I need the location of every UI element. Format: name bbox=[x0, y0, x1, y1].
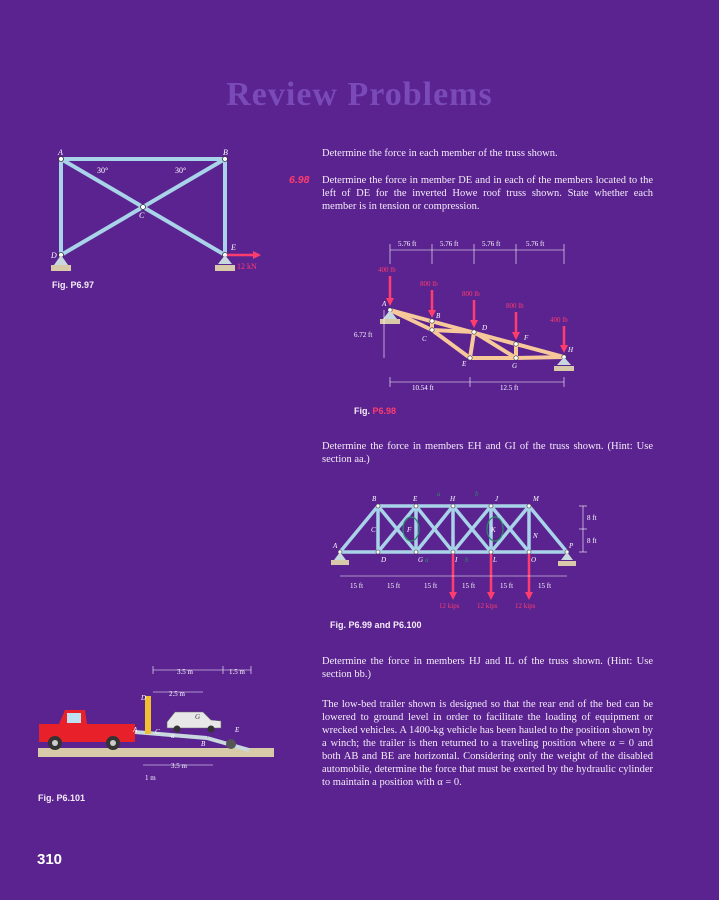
figure-p6-97 bbox=[45, 145, 285, 275]
figure-caption-p6-97: Fig. P6.97 bbox=[52, 280, 95, 290]
span-label: 15 ft bbox=[424, 582, 438, 590]
node-label: D bbox=[51, 251, 57, 260]
node-label: A bbox=[333, 542, 338, 550]
node-label: E bbox=[231, 243, 236, 252]
node-label: M bbox=[533, 495, 539, 503]
span-label: 5.76 ft bbox=[526, 240, 545, 248]
bottom-span-label: 10.54 ft bbox=[412, 384, 434, 392]
problem-number-6-98: 6.98 bbox=[289, 174, 310, 186]
node-label: J bbox=[495, 495, 499, 503]
problem-6-100-text: Determine the force in members HJ and IL of the truss shown. (Hint: Use section bb.) bbox=[322, 656, 653, 680]
node-label: C bbox=[371, 526, 376, 534]
node-label: A bbox=[382, 300, 387, 308]
figure-p6-98 bbox=[340, 232, 590, 402]
node-label: P bbox=[569, 542, 574, 550]
node-label: B bbox=[223, 148, 228, 157]
trailer-wheel bbox=[226, 739, 236, 749]
load-label: 12 kN bbox=[237, 262, 257, 271]
node-label: K bbox=[491, 526, 496, 534]
node-label: D bbox=[482, 324, 488, 332]
page-title: Review Problems bbox=[226, 76, 493, 113]
span-label: 15 ft bbox=[538, 582, 552, 590]
node-label: B bbox=[372, 495, 377, 503]
span-label: 15 ft bbox=[350, 582, 364, 590]
span-label: 15 ft bbox=[500, 582, 514, 590]
node-label: I bbox=[455, 556, 458, 564]
load-label: 12 kips bbox=[477, 602, 498, 610]
truck-icon bbox=[39, 710, 135, 750]
load-label: 800 lb bbox=[506, 302, 524, 310]
dimension-label: 3.5 m bbox=[177, 668, 193, 676]
node-label: E bbox=[462, 360, 467, 368]
dimension-label: 2.5 m bbox=[169, 690, 185, 698]
node-label: N bbox=[533, 532, 538, 540]
load-arrows bbox=[390, 276, 564, 349]
angle-label: 30° bbox=[97, 166, 109, 175]
node-label: L bbox=[493, 556, 497, 564]
dimension-label: 3.5 m bbox=[171, 762, 187, 770]
load-label: 12 kips bbox=[439, 602, 460, 610]
angle-label: 30° bbox=[175, 166, 187, 175]
section-label: a bbox=[437, 490, 441, 498]
node-label: B bbox=[201, 740, 206, 748]
truss-members bbox=[390, 310, 564, 358]
figure-caption-p6-98: Fig. P6.98 bbox=[354, 406, 397, 416]
bottom-span-label: 12.5 ft bbox=[500, 384, 519, 392]
load-label: 400 lb bbox=[550, 316, 568, 324]
figure-p6-101 bbox=[35, 662, 280, 787]
span-label: 5.76 ft bbox=[440, 240, 459, 248]
problem-6-101-text: The low-bed trailer shown is designed so that the rear end of the bed can be lowered to ground level in order to facilitate the loading of equipment or wrecked vehicles. A 1400-kg vehicle has been hauled to the position shown by a winch; the trailer is then returned to a traveling position where α = 0 and both AB and BE are horizontal. Considering only the weight of the disabled automobile, determine the force that must be exerted by the hydraulic cylinder to maintain a position with α = 0. bbox=[322, 699, 653, 788]
node-label: G bbox=[418, 556, 424, 564]
node-label: F bbox=[524, 334, 529, 342]
span-label: 5.76 ft bbox=[398, 240, 417, 248]
node-label: A bbox=[58, 148, 63, 157]
dimension-label: 1 m bbox=[145, 774, 156, 782]
ground bbox=[38, 748, 274, 757]
node-label: O bbox=[531, 556, 537, 564]
node-label: H bbox=[450, 495, 456, 503]
page-number: 310 bbox=[37, 851, 63, 868]
node-label: C bbox=[422, 335, 427, 343]
section-label: a bbox=[425, 556, 429, 564]
problem-6-98-text: Determine the force in member DE and in each of the members located to the left of DE for the inverted Howe roof truss shown. State whether each member is in tension or compression. bbox=[322, 175, 653, 212]
load-label: 12 kips bbox=[515, 602, 536, 610]
span-label: 5.76 ft bbox=[482, 240, 501, 248]
figure-p6-99-100 bbox=[325, 482, 615, 617]
node-label: E bbox=[413, 495, 418, 503]
car-icon bbox=[167, 712, 221, 733]
node-label: C bbox=[155, 728, 160, 736]
node-label: G bbox=[195, 713, 201, 721]
node-label: B bbox=[436, 312, 441, 320]
node-label: G bbox=[512, 362, 518, 370]
dimension-label: 1.5 m bbox=[229, 668, 245, 676]
height-label: 8 ft bbox=[587, 514, 597, 522]
node-label: H bbox=[568, 346, 574, 354]
load-label: 400 lb bbox=[378, 266, 396, 274]
node-label: D bbox=[141, 694, 147, 702]
height-label: 8 ft bbox=[587, 537, 597, 545]
span-label: 15 ft bbox=[387, 582, 401, 590]
node-label: A bbox=[133, 726, 138, 734]
problem-6-97-text: Determine the force in each member of the truss shown. bbox=[322, 148, 558, 159]
height-label: 6.72 ft bbox=[354, 331, 373, 339]
angle-label: α bbox=[171, 732, 175, 740]
section-label: b bbox=[465, 556, 469, 564]
section-label: b bbox=[475, 490, 479, 498]
load-label: 800 lb bbox=[462, 290, 480, 298]
node-label: E bbox=[235, 726, 240, 734]
node-label: C bbox=[139, 211, 145, 220]
figure-caption-p6-99-100: Fig. P6.99 and P6.100 bbox=[330, 620, 422, 630]
node-label: D bbox=[381, 556, 387, 564]
problem-6-99-text: Determine the force in members EH and GI of the truss shown. (Hint: Use section aa.) bbox=[322, 441, 653, 465]
figure-caption-p6-101: Fig. P6.101 bbox=[38, 793, 86, 803]
load-label: 800 lb bbox=[420, 280, 438, 288]
span-label: 15 ft bbox=[462, 582, 476, 590]
roller-support-icon bbox=[218, 255, 232, 264]
node-label: F bbox=[407, 526, 412, 534]
